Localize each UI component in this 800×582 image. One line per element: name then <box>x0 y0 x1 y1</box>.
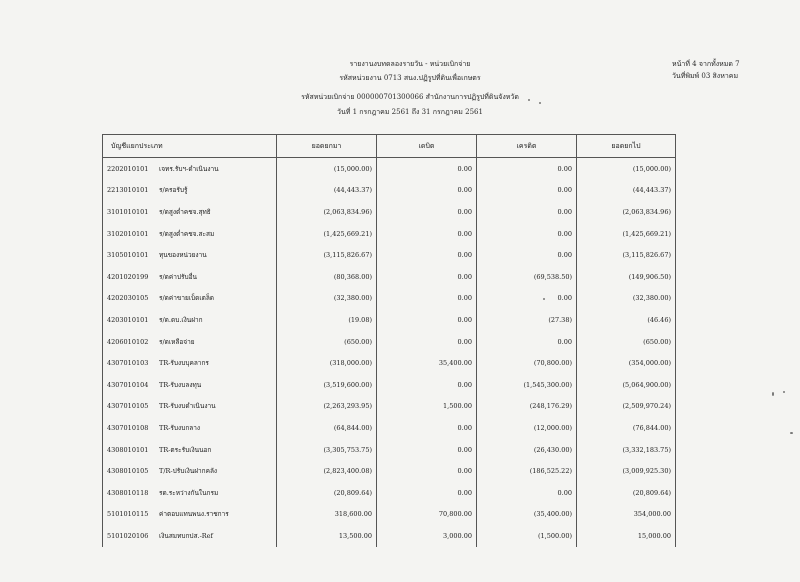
table-row <box>103 352 676 374</box>
account-cell <box>103 158 277 180</box>
debit-cell: 70,800.00 <box>377 504 477 526</box>
account-name: รด.ระหว่างกันในกรม <box>159 488 219 497</box>
table-row <box>103 525 676 547</box>
scan-speck <box>543 298 545 300</box>
account-cell <box>103 482 277 504</box>
table-row <box>103 460 676 482</box>
account-code: 4307010104 <box>107 380 149 389</box>
debit-cell: 3,000.00 <box>377 525 477 547</box>
credit-cell: (35,400.00) <box>477 504 577 526</box>
account-cell <box>103 266 277 288</box>
account-name: TR-รับงบกลาง <box>159 423 201 432</box>
table-row <box>103 244 676 266</box>
opening-cell: (3,305,753.75) <box>277 439 377 461</box>
table-row <box>103 309 676 331</box>
scan-speck <box>772 392 774 396</box>
account-cell <box>103 460 277 482</box>
account-code: 4307010103 <box>107 359 149 368</box>
debit-cell: 0.00 <box>377 244 477 266</box>
account-code: 4203010101 <box>107 315 149 324</box>
debit-cell: 0.00 <box>377 180 477 202</box>
account-cell <box>103 374 277 396</box>
account-name: ร/ครอรับรู้ <box>159 186 188 195</box>
col-opening: ยอดยกมา <box>277 135 377 158</box>
closing-cell: (20,809.64) <box>577 482 676 504</box>
account-name: ร/ดค่าปรับอื่น <box>159 272 197 281</box>
account-name: TR-รับงบบุคลากร <box>159 359 209 368</box>
closing-cell: (46.46) <box>577 309 676 331</box>
opening-cell: (650.00) <box>277 331 377 353</box>
account-code: 2202010101 <box>107 164 149 173</box>
debit-cell: 0.00 <box>377 288 477 310</box>
opening-cell: (32,380.00) <box>277 288 377 310</box>
credit-cell: 0.00 <box>477 201 577 223</box>
account-code: 4307010105 <box>107 402 149 411</box>
credit-cell: 0.00 <box>477 180 577 202</box>
table-row <box>103 266 676 288</box>
closing-cell: (15,000.00) <box>577 158 676 180</box>
table-row <box>103 482 676 504</box>
opening-cell: (44,443.37) <box>277 180 377 202</box>
account-name: ร/ดสูงต่ำคชจ.สะสม <box>159 229 215 238</box>
credit-cell: (27.38) <box>477 309 577 331</box>
account-cell <box>103 201 277 223</box>
credit-cell: (1,545,300.00) <box>477 374 577 396</box>
debit-cell: 0.00 <box>377 309 477 331</box>
account-cell <box>103 223 277 245</box>
account-name: ร/ดสูงต่ำคชจ.สุทธิ <box>159 207 211 216</box>
account-cell <box>103 244 277 266</box>
closing-cell: (1,425,669.21) <box>577 223 676 245</box>
closing-cell: (5,064,900.00) <box>577 374 676 396</box>
table-row <box>103 180 676 202</box>
page-info: หน้าที่ 4 จากทั้งหมด 7 <box>672 60 740 68</box>
col-credit: เครดิต <box>477 135 577 158</box>
closing-cell: (2,509,970.24) <box>577 396 676 418</box>
account-cell <box>103 417 277 439</box>
account-code: 3102010101 <box>107 229 149 238</box>
debit-cell: 0.00 <box>377 266 477 288</box>
col-account: บัญชีแยกประเภท <box>103 135 277 158</box>
date-range: วันที่ 1 กรกฎาคม 2561 ถึง 31 กรกฎาคม 2561 <box>337 108 483 116</box>
closing-cell: (32,380.00) <box>577 288 676 310</box>
closing-cell: (3,009,925.30) <box>577 460 676 482</box>
account-name: เงินสมทบกปส.-Ref <box>159 531 213 540</box>
ledger-table <box>102 134 676 547</box>
account-code: 4307010108 <box>107 423 149 432</box>
table-row <box>103 417 676 439</box>
opening-cell: 13,500.00 <box>277 525 377 547</box>
closing-cell: (650.00) <box>577 331 676 353</box>
credit-cell: (186,525.22) <box>477 460 577 482</box>
account-code: 4201020199 <box>107 272 149 281</box>
account-code: 4308010118 <box>107 488 149 497</box>
opening-cell: (15,000.00) <box>277 158 377 180</box>
opening-cell: (20,809.64) <box>277 482 377 504</box>
opening-cell: (64,844.00) <box>277 417 377 439</box>
debit-cell: 0.00 <box>377 201 477 223</box>
credit-cell: (248,176.29) <box>477 396 577 418</box>
debit-cell: 0.00 <box>377 223 477 245</box>
disburse-unit: รหัสหน่วยเบิกจ่าย 000000701300066 สำนักงานการปฏิรูปที่ดินจังหวัด <box>301 93 519 101</box>
table-row <box>103 223 676 245</box>
account-name: ค่าตอบแทนพนง.ราชการ <box>159 510 229 519</box>
account-cell <box>103 309 277 331</box>
credit-cell: (12,000.00) <box>477 417 577 439</box>
account-name: เจทร.รับฯ-ดำเนินงาน <box>159 164 219 173</box>
opening-cell: (318,000.00) <box>277 352 377 374</box>
account-cell <box>103 331 277 353</box>
credit-cell: (70,800.00) <box>477 352 577 374</box>
closing-cell: 354,000.00 <box>577 504 676 526</box>
credit-cell: 0.00 <box>477 288 577 310</box>
print-date: วันที่พิมพ์ 03 สิงหาคม <box>672 72 739 80</box>
unit-code: รหัสหน่วยงาน 0713 สนง.ปฏิรูปที่ดินเพื่อเกษตร <box>339 74 481 82</box>
scan-speck <box>539 102 541 104</box>
opening-cell: (1,425,669.21) <box>277 223 377 245</box>
closing-cell: 15,000.00 <box>577 525 676 547</box>
debit-cell: 0.00 <box>377 460 477 482</box>
table-row <box>103 201 676 223</box>
credit-cell: 0.00 <box>477 331 577 353</box>
credit-cell: (69,538.50) <box>477 266 577 288</box>
account-code: 4308010105 <box>107 467 149 476</box>
account-name: TR-รับงบลงทุน <box>159 380 202 389</box>
account-code: 4206010102 <box>107 337 149 346</box>
debit-cell: 0.00 <box>377 331 477 353</box>
account-name: TR-รับงบดำเนินงาน <box>159 402 216 411</box>
table-row <box>103 288 676 310</box>
debit-cell: 0.00 <box>377 417 477 439</box>
account-cell <box>103 180 277 202</box>
closing-cell: (3,115,826.67) <box>577 244 676 266</box>
account-name: ทุนของหน่วยงาน <box>159 251 207 260</box>
account-code: 5101020106 <box>107 531 149 540</box>
scan-speck <box>790 432 793 434</box>
account-cell <box>103 288 277 310</box>
table-row <box>103 331 676 353</box>
debit-cell: 0.00 <box>377 482 477 504</box>
closing-cell: (2,063,834.96) <box>577 201 676 223</box>
account-cell <box>103 439 277 461</box>
credit-cell: 0.00 <box>477 158 577 180</box>
debit-cell: 1,500.00 <box>377 396 477 418</box>
credit-cell: (26,430.00) <box>477 439 577 461</box>
table-row <box>103 396 676 418</box>
closing-cell: (44,443.37) <box>577 180 676 202</box>
account-code: 4202030105 <box>107 294 149 303</box>
account-cell <box>103 525 277 547</box>
opening-cell: (3,519,600.00) <box>277 374 377 396</box>
debit-cell: 0.00 <box>377 439 477 461</box>
account-cell <box>103 504 277 526</box>
credit-cell: 0.00 <box>477 223 577 245</box>
scan-speck <box>783 391 785 393</box>
credit-cell: 0.00 <box>477 482 577 504</box>
account-code: 3105010101 <box>107 251 149 260</box>
col-closing: ยอดยกไป <box>577 135 676 158</box>
account-name: T/R-ปรับเงินฝากคลัง <box>159 467 218 476</box>
col-debit: เดบิต <box>377 135 477 158</box>
table-row <box>103 374 676 396</box>
account-name: TR-ตระรับเงินนอก <box>159 445 212 454</box>
table-row <box>103 158 676 180</box>
closing-cell: (76,844.00) <box>577 417 676 439</box>
opening-cell: (3,115,826.67) <box>277 244 377 266</box>
report-title: รายงานงบทดลองรายวัน - หน่วยเบิกจ่าย <box>349 60 471 68</box>
opening-cell: (19.08) <box>277 309 377 331</box>
opening-cell: 318,600.00 <box>277 504 377 526</box>
table-row <box>103 439 676 461</box>
credit-cell: (1,500.00) <box>477 525 577 547</box>
table-row <box>103 504 676 526</box>
closing-cell: (354,000.00) <box>577 352 676 374</box>
account-name: ร/ดเหลือจ่าย <box>159 337 195 346</box>
account-cell <box>103 396 277 418</box>
account-name: ร/ดค่าขายเบ็ดเตล็ด <box>159 294 215 303</box>
account-code: 4308010101 <box>107 445 149 454</box>
debit-cell: 0.00 <box>377 374 477 396</box>
opening-cell: (2,063,834.96) <box>277 201 377 223</box>
debit-cell: 35,400.00 <box>377 352 477 374</box>
account-cell <box>103 352 277 374</box>
debit-cell: 0.00 <box>377 158 477 180</box>
credit-cell: 0.00 <box>477 244 577 266</box>
closing-cell: (149,906.50) <box>577 266 676 288</box>
scan-speck <box>528 99 530 101</box>
account-code: 5101010115 <box>107 510 149 519</box>
account-name: ร/ด.ดบ.เงินฝาก <box>159 315 203 324</box>
table-header-row <box>103 135 676 158</box>
opening-cell: (2,263,293.95) <box>277 396 377 418</box>
opening-cell: (2,823,400.08) <box>277 460 377 482</box>
account-code: 2213010101 <box>107 186 149 195</box>
closing-cell: (3,332,183.75) <box>577 439 676 461</box>
account-code: 3101010101 <box>107 207 149 216</box>
opening-cell: (80,368.00) <box>277 266 377 288</box>
